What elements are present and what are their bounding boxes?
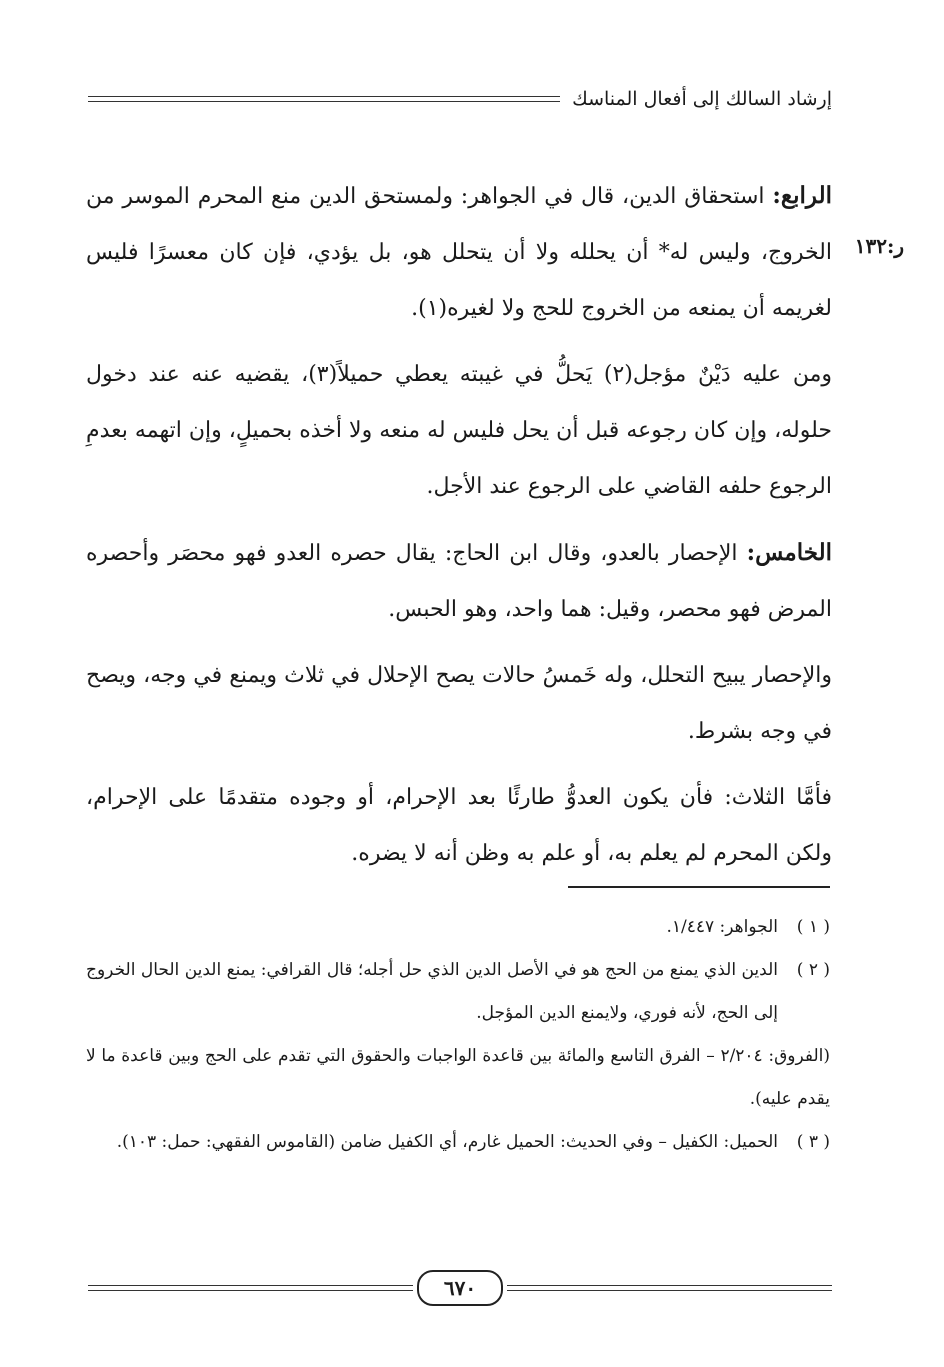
footnote-text: الحميل: الكفيل – وفي الحديث: الحميل غارم، أي الكفيل ضامن (القاموس الفقهي: حمل: ١٠٣). bbox=[116, 1132, 778, 1152]
footnote bbox=[86, 1035, 830, 1121]
paragraph-heading: الخامس: bbox=[746, 539, 832, 566]
footnote-text: الجواهر: ١/٤٤٧. bbox=[666, 917, 778, 937]
footnote bbox=[86, 906, 830, 949]
page-number: ٦٧٠ bbox=[417, 1270, 503, 1306]
footnote-separator bbox=[568, 886, 830, 888]
header-rule bbox=[88, 96, 560, 102]
paragraph-text: الإحصار بالعدو، وقال ابن الحاج: يقال حصره العدو فهو محصَر وأحصره المرض فهو محصر، وقيل: هما واحد، وهو الحبس. bbox=[86, 541, 832, 622]
paragraph-text: فأمَّا الثلاث: فأن يكون العدوُّ طارئًا بعد الإحرام، أو وجوده متقدمًا على الإحرام، ولكن المحرم لم يعلم به، أو علم به وظن أنه لا يضره. bbox=[86, 785, 832, 866]
footnote-number: ( ١ ) bbox=[796, 917, 830, 937]
footnote-number: ( ٢ ) bbox=[796, 960, 830, 980]
footnote bbox=[86, 1121, 830, 1164]
footnotes bbox=[86, 906, 830, 1164]
paragraph-text: والإحصار يبيح التحلل، وله خَمسُ حالات يصح الإحلال في ثلاث ويمنع في وجه، ويصح في وجه بشرط. bbox=[86, 663, 832, 744]
paragraph bbox=[86, 525, 832, 638]
footer-rule bbox=[507, 1285, 832, 1291]
footnote-number: ( ٣ ) bbox=[796, 1132, 830, 1152]
paragraph bbox=[86, 347, 832, 515]
footer-rule bbox=[88, 1285, 413, 1291]
page-footer bbox=[88, 1268, 832, 1308]
main-text bbox=[86, 168, 832, 888]
header-title: إرشاد السالك إلى أفعال المناسك bbox=[572, 88, 832, 110]
footnote-text: الدين الذي يمنع من الحج هو في الأصل الدين الذي حل أجله؛ قال القرافي: يمنع الدين الحال الخروج إلى الحج، لأنه فوري، ولايمنع الدين المؤجل. bbox=[86, 960, 778, 1023]
running-header bbox=[88, 84, 832, 114]
paragraph bbox=[86, 168, 832, 337]
paragraph-heading: الرابع: bbox=[772, 182, 832, 209]
footnote bbox=[86, 949, 830, 1035]
paragraph bbox=[86, 770, 832, 882]
paragraph-text: استحقاق الدين، قال في الجواهر: ولمستحق الدين منع المحرم الموسر من الخروج، وليس له* أن يحلله ولا أن يتحلل هو، بل يؤدي، فإن كان معسرًا فليس لغريمه أن يمنعه من الخروج للحج ولا لغيره(١). bbox=[86, 184, 832, 321]
margin-reference: ر:١٣٢ bbox=[854, 234, 904, 258]
footnote-text: (الفروق: ٢/٢٠٤ – الفرق التاسع والمائة بين قاعدة الواجبات والحقوق التي تقدم على الحج وبين قاعدة ما لا يقدم عليه). bbox=[86, 1046, 830, 1109]
paragraph-text: ومن عليه دَيْنٌ مؤجل(٢) يَحلُّ في غيبته يعطي حميلاً(٣)، يقضيه عنه عند دخول حلوله، وإن كان رجوعه قبل أن يحل فليس له منعه ولا أخذه بحميلٍ، وإن اتهمه بعدمِ الرجوع حلفه القاضي على الرجوع عند الأجل. bbox=[86, 362, 833, 499]
paragraph bbox=[86, 648, 832, 760]
